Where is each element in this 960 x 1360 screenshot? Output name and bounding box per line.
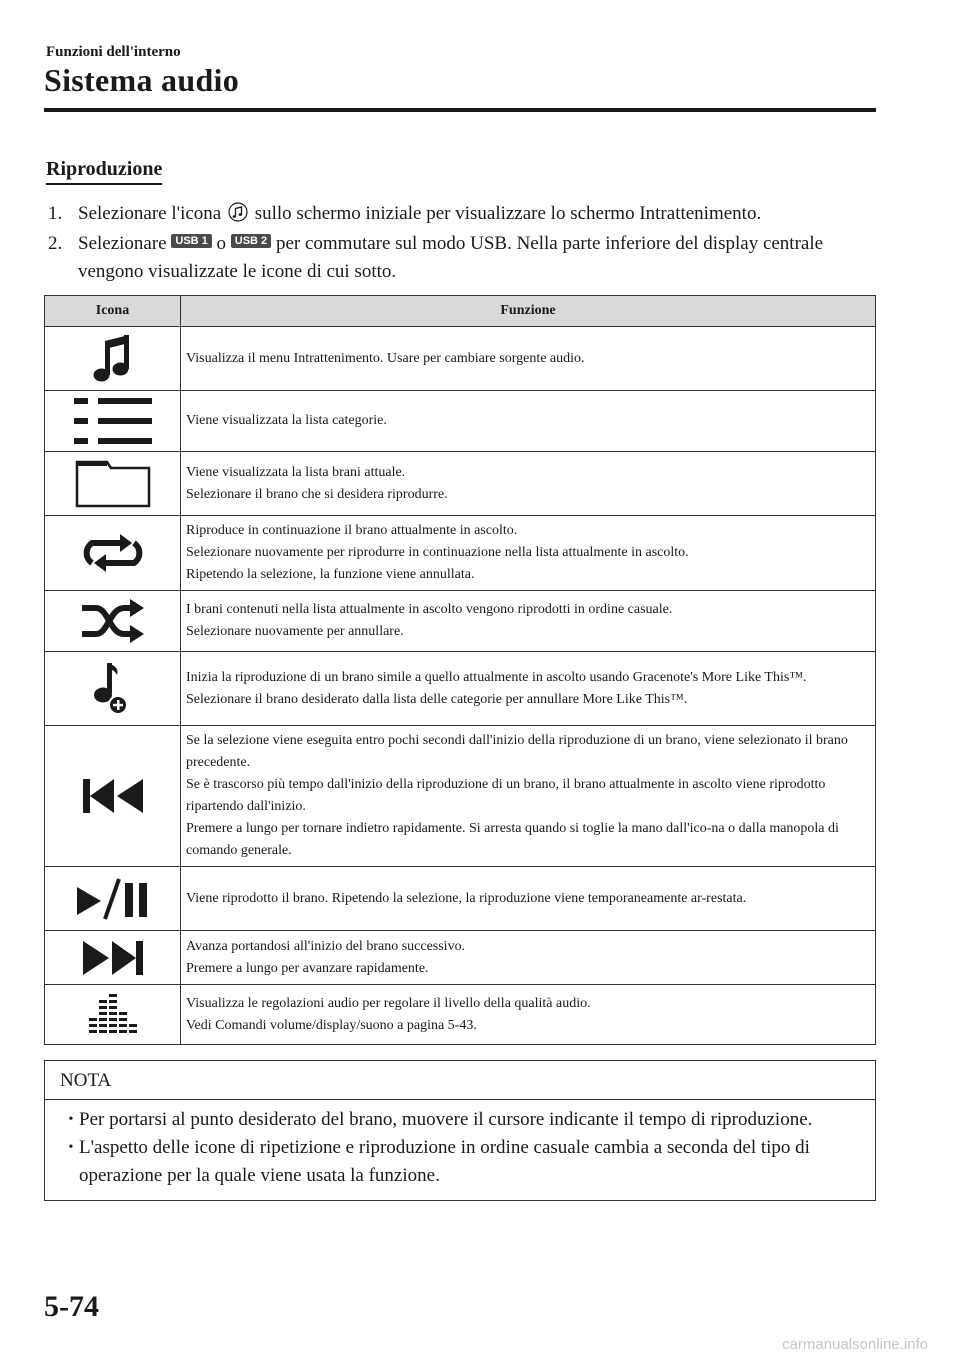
function-text: Selezionare nuovamente per annullare. — [186, 624, 404, 639]
function-text: Vedi Comandi volume/display/suono a pagina 5-43. — [186, 1017, 477, 1033]
note-box — [44, 1060, 876, 1201]
list-icon — [72, 396, 154, 446]
icon-cell — [45, 391, 181, 452]
music-note-icon — [228, 202, 248, 222]
watermark: carmanualsonline.info — [782, 1336, 928, 1353]
function-cell — [181, 726, 876, 867]
icon-cell — [45, 931, 181, 985]
icon-function-table — [44, 295, 876, 1045]
table-row — [45, 726, 876, 867]
step-text-part: Selezionare — [78, 233, 167, 254]
section-label: Funzioni dell'interno — [46, 44, 181, 60]
note-text: Per portarsi al punto desiderato del brano, muovere il cursore indicante il tempo di riproduzione. — [79, 1109, 813, 1130]
icon-cell — [45, 652, 181, 726]
icon-cell — [45, 867, 181, 931]
step-text — [78, 230, 878, 286]
note-item — [63, 1106, 857, 1134]
function-cell — [181, 327, 876, 391]
equalizer-icon — [85, 992, 141, 1038]
icon-cell — [45, 516, 181, 591]
table-row — [45, 591, 876, 652]
function-text: Selezionare il brano desiderato dalla lista delle categorie per annullare More Like This™. — [186, 691, 688, 707]
playback-heading: Riproduzione — [46, 158, 162, 185]
function-text: Inizia la riproduzione di un brano simile a quello attualmente in ascolto usando Gracenote's More Like This™. — [186, 669, 807, 685]
table-row — [45, 931, 876, 985]
function-cell — [181, 652, 876, 726]
repeat-icon — [82, 533, 144, 573]
function-text: Visualizza il menu Intrattenimento. Usare per cambiare sorgente audio. — [186, 350, 585, 366]
icon-cell — [45, 985, 181, 1045]
header-function: Funzione — [181, 296, 876, 327]
step-text-part: per commutare sul modo USB. Nella parte inferiore del display centrale vengono visualizzate le icone di cui sotto. — [78, 233, 824, 282]
table-row — [45, 652, 876, 726]
note-item — [63, 1134, 857, 1190]
function-text: Viene visualizzata la lista brani attuale. — [186, 464, 406, 480]
table-row — [45, 516, 876, 591]
bullet-icon: • — [68, 1112, 74, 1127]
step-number: 2. — [48, 233, 63, 254]
icon-cell — [45, 452, 181, 516]
function-text: Visualizza le regolazioni audio per regolare il livello della qualità audio. — [186, 995, 591, 1011]
music-note-icon — [83, 333, 143, 385]
function-text: Ripetendo la selezione, la funzione viene annullata. — [186, 567, 475, 582]
usb2-badge: USB 2 — [231, 234, 271, 248]
function-cell — [181, 391, 876, 452]
step-1 — [48, 200, 878, 228]
function-text: Premere a lungo per avanzare rapidamente. — [186, 960, 429, 976]
table-row — [45, 327, 876, 391]
table-row — [45, 391, 876, 452]
more-like-this-icon — [93, 661, 133, 717]
icon-cell — [45, 726, 181, 867]
header-icon: Icona — [45, 296, 181, 327]
table-row — [45, 985, 876, 1045]
page-number: 5-74 — [44, 1290, 99, 1323]
function-cell — [181, 516, 876, 591]
table-row — [45, 867, 876, 931]
function-cell — [181, 591, 876, 652]
function-cell — [181, 452, 876, 516]
step-text-part: Selezionare l'icona — [78, 203, 222, 224]
step-2 — [48, 230, 878, 286]
function-cell — [181, 985, 876, 1045]
step-text-part: o — [216, 233, 227, 254]
folder-icon — [75, 460, 151, 508]
function-cell — [181, 867, 876, 931]
function-text: Se è trascorso più tempo dall'inizio della riproduzione di un brano, il brano attualmente in ascolto viene riprodotto ripartendo dall'inizio. — [186, 777, 826, 814]
function-text: Selezionare il brano che si desidera riprodurre. — [186, 486, 448, 502]
function-text: Viene riprodotto il brano. Ripetendo la selezione, la riproduzione viene temporaneamente ar-restata. — [186, 890, 747, 906]
table-header-row — [45, 296, 876, 327]
function-text: Premere a lungo per tornare indietro rapidamente. Si arresta quando si toglie la mano dall'ico-na o dalla manopola di comando generale. — [186, 821, 839, 858]
note-list — [45, 1100, 875, 1200]
function-text: Riproduce in continuazione il brano attualmente in ascolto. — [186, 523, 518, 538]
shuffle-icon — [80, 599, 146, 643]
icon-cell — [45, 327, 181, 391]
page-title: Sistema audio — [44, 62, 240, 98]
note-text: L'aspetto delle icone di ripetizione e riproduzione in ordine casuale cambia a seconda del tipo di operazione per la quale viene usata la funzione. — [79, 1137, 810, 1186]
function-text: Se la selezione viene eseguita entro pochi secondi dall'inizio della riproduzione di un brano, viene selezionato il brano precedente. — [186, 733, 848, 770]
table-row — [45, 452, 876, 516]
steps-list — [48, 200, 878, 288]
icon-cell — [45, 591, 181, 652]
function-cell — [181, 931, 876, 985]
next-track-icon — [81, 939, 145, 977]
step-text-part: sullo schermo iniziale per visualizzare lo schermo Intrattenimento. — [254, 203, 762, 224]
function-text: Viene visualizzata la lista categorie. — [186, 413, 387, 428]
note-title: NOTA — [45, 1061, 875, 1100]
function-text: Selezionare nuovamente per riprodurre in continuazione nella lista attualmente in ascolto. — [186, 545, 689, 560]
play-pause-icon — [75, 877, 151, 921]
function-text: Avanza portandosi all'inizio del brano successivo. — [186, 938, 466, 954]
function-text: I brani contenuti nella lista attualmente in ascolto vengono riprodotti in ordine casuale. — [186, 602, 673, 617]
title-rule — [44, 108, 876, 112]
previous-track-icon — [81, 777, 145, 815]
bullet-icon: • — [68, 1140, 74, 1155]
step-text — [78, 200, 878, 228]
usb1-badge: USB 1 — [171, 234, 211, 248]
step-number: 1. — [48, 203, 63, 224]
